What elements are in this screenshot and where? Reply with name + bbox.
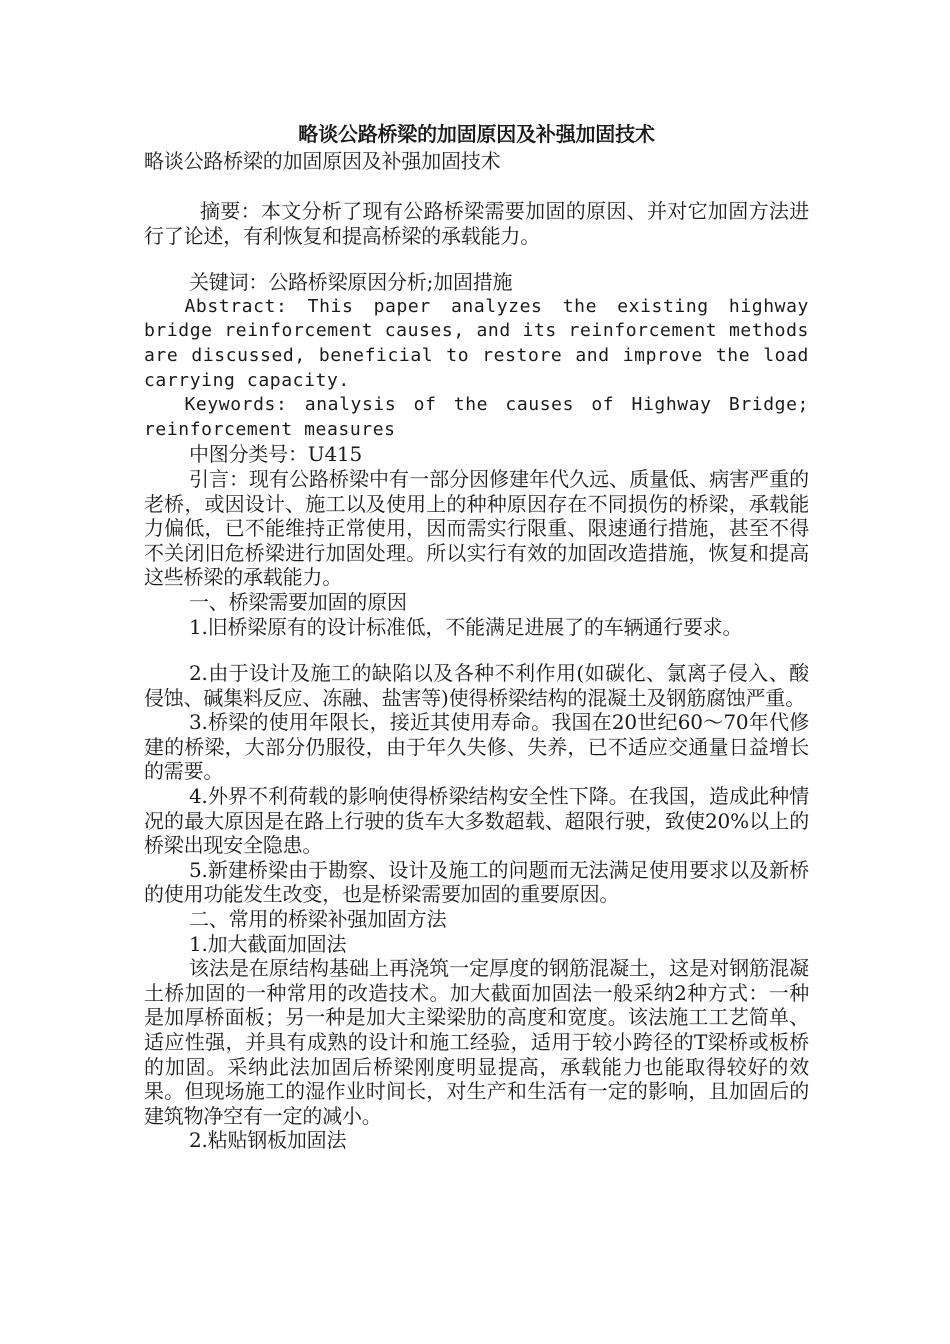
reason-item-4: 4.外界不利荷载的影响使得桥梁结构安全性下降。在我国，造成此种情况的最大原因是在路上行驶的货车大多数超载、超限行驶，致使20%以上的桥梁出现安全隐患。 [144, 784, 809, 858]
method-1-heading: 1.加大截面加固法 [189, 931, 347, 956]
spacer [144, 248, 809, 270]
reason-item-2: 2.由于设计及施工的缺陷以及各种不利作用(如碳化、氯离子侵入、酸侵蚀、碱集料反应、冻融、盐害等)使得桥梁结构的混凝土及钢筋腐蚀严重。 [144, 661, 809, 710]
section-heading-methods: 二、常用的桥梁补强加固方法 [189, 907, 447, 932]
method-2-heading: 2.粘贴钢板加固法 [189, 1128, 347, 1153]
reason-item-3: 3.桥梁的使用年限长，接近其使用寿命。我国在20世纪60～70年代修建的桥梁，大部分仍服役，由于年久失修、失养，已不适应交通量日益增长的需要。 [144, 710, 809, 784]
reason-item-5: 5.新建桥梁由于勘察、设计及施工的问题而无法满足使用要求以及新桥的使用功能发生改变，也是桥梁需要加固的重要原因。 [144, 857, 809, 907]
classification-number: 中图分类号：U415 [189, 442, 363, 467]
abstract-chinese: 摘要：本文分析了现有公路桥梁需要加固的原因、并对它加固方法进行了论述，有利恢复和提高桥梁的承载能力。 [144, 199, 809, 248]
introduction-paragraph: 引言：现有公路桥梁中有一部分因修建年代久远、质量低、病害严重的老桥，或因设计、施工以及使用上的种种原因存在不同损伤的桥梁，承载能力偏低，已不能维持正常使用，因而需实行限重、限速通行措施，甚至不得不关闭旧危桥梁进行加固处理。所以实行有效的加固改造措施，恢复和提高这些桥梁的承载能力。 [144, 466, 809, 590]
spacer [144, 639, 809, 661]
document-page [144, 120, 809, 1153]
spacer [144, 174, 809, 199]
abstract-english: Abstract: This paper analyzes the existing highway bridge reinforcement causes, and its reinforcement methods are discussed, beneficial to restore and improve the load carrying capacity. [144, 295, 809, 391]
document-subtitle: 略谈公路桥梁的加固原因及补强加固技术 [144, 149, 501, 173]
method-1-paragraph: 该法是在原结构基础上再浇筑一定厚度的钢筋混凝土，这是对钢筋混凝土桥加固的一种常用的改造技术。加大截面加固法一般采纳2种方式：一种是加厚桥面板；另一种是加大主梁梁肋的高度和宽度。该法施工工艺简单、适应性强，并具有成熟的设计和施工经验，适用于较小跨径的T梁桥或板桥的加固。采纳此法加固后桥梁刚度明显提高，承载能力也能取得较好的效果。但现场施工的湿作业时间长，对生产和生活有一定的影响，且加固后的建筑物净空有一定的减小。 [144, 956, 809, 1128]
document-title: 略谈公路桥梁的加固原因及补强加固技术 [298, 122, 655, 146]
section-heading-reasons: 一、桥梁需要加固的原因 [189, 589, 407, 614]
reason-item-1: 1.旧桥梁原有的设计标准低，不能满足进展了的车辆通行要求。 [189, 614, 743, 639]
keywords-english: Keywords: analysis of the causes of Highway Bridge; reinforcement measures [144, 394, 809, 440]
keywords-chinese: 关键词：公路桥梁原因分析;加固措施 [189, 270, 513, 295]
